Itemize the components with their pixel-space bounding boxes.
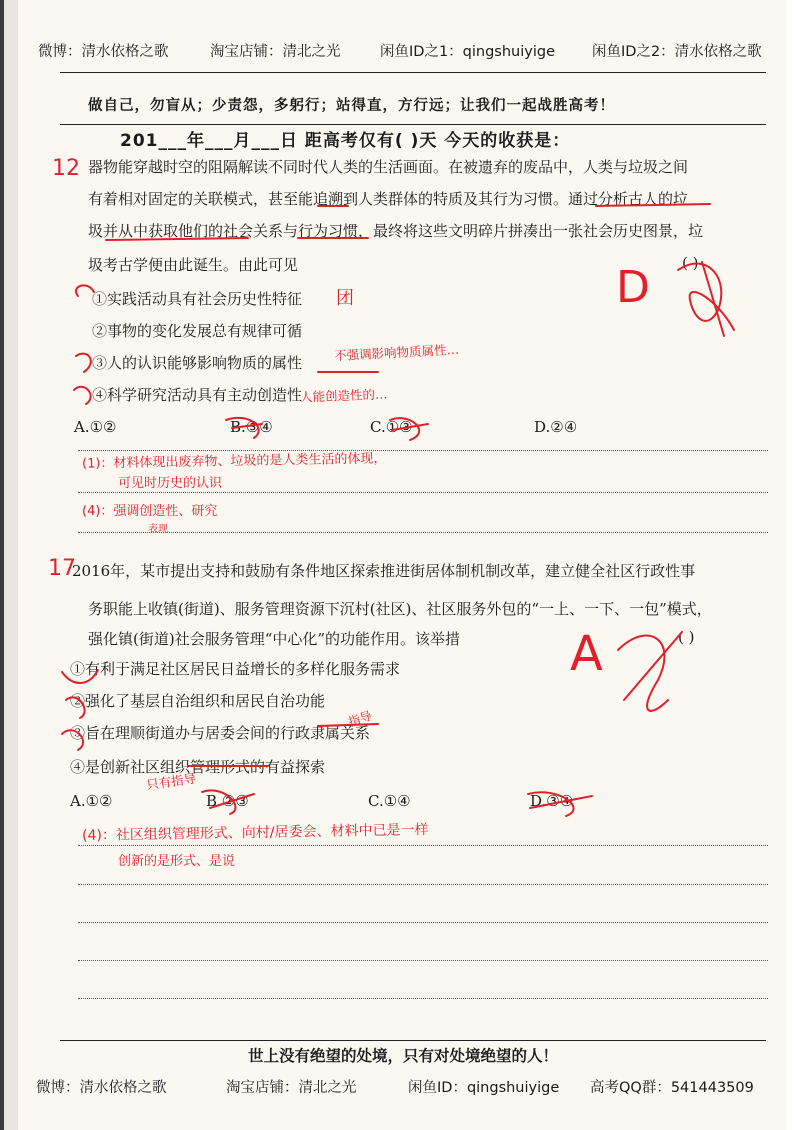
q12-option-1: ①实践活动具有社会历史性特征 [92, 290, 303, 308]
q12-choice-b: B.③④ [230, 418, 273, 436]
q17-option-2: ②强化了基层自治组织和居民自治功能 [70, 692, 326, 710]
q12-stem-line-2: 有着相对固定的关联模式，甚至能追溯到人类群体的特质及其行为习惯。通过分析古人的垃 [88, 190, 689, 208]
q12-note-line3: (4)：强调创造性、研究 [82, 504, 218, 519]
q17-handwritten-answer: A [570, 626, 603, 682]
q17-note-line1: (4)：社区组织管理形式、向村/居委会、材料中已是一样 [81, 821, 429, 845]
q17-option-4: ④是创新社区组织管理形式的有益探索 [70, 758, 326, 776]
q17-stem-line-3: 强化镇(街道)社会服务管理“中心化”的功能作用。该举措 [88, 630, 461, 648]
footer-rule [60, 1040, 766, 1041]
q12-choice-d: D.②④ [534, 418, 578, 436]
q12-option-2: ②事物的变化发展总有规律可循 [92, 322, 303, 340]
q17-answer-paren: ( ) [678, 628, 695, 646]
q17-option-3: ③旨在理顺街道办与居委会间的行政隶属关系 [70, 724, 371, 742]
motto: 做自己，勿盲从；少责怨，多躬行；站得直，方行远；让我们一起战胜高考！ [88, 98, 615, 114]
q12-stem-line-1: 器物能穿越时空的阻隔解读不同时代人类的生活画面。在被遗弃的废品中，人类与垃圾之间 [88, 158, 689, 176]
q12-note-beside-3: 不强调影响物质属性… [333, 341, 460, 364]
q17-choice-d: D.③④ [530, 792, 574, 810]
q17-note-line2: 创新的是形式、是说 [118, 854, 236, 869]
q12-handwritten-answer: D [616, 262, 650, 313]
footer-weibo: 微博：清水依格之歌 [36, 1080, 167, 1096]
q12-option-4: ④科学研究活动具有主动创造性 [92, 386, 303, 404]
q17-option-1: ①有利于满足社区居民日益增长的多样化服务需求 [70, 660, 401, 678]
q12-note-line3-sub: 表现 [148, 524, 168, 535]
book-binding [0, 0, 18, 1130]
q17-stem-line-1: 2016年，某市提出支持和鼓励有条件地区探索推进街居体制机制改革，建立健全社区行政性事 [72, 562, 696, 580]
q12-note-line1: (1)：材料体现出废弃物、垃圾的是人类生活的体现， [81, 451, 387, 472]
q12-note-line2: 可见时历史的认识 [118, 476, 223, 491]
q12-choice-c: C.①③ [370, 418, 413, 436]
header-xianyu-2: 闲鱼ID之2：清水依格之歌 [592, 44, 762, 60]
footer-slogan: 世上没有绝望的处境，只有对处境绝望的人！ [248, 1047, 559, 1065]
q12-note-beside-1: 团 [336, 288, 354, 309]
worksheet-page [18, 0, 786, 1130]
header-xianyu-1: 闲鱼ID之1：qingshuiyige [380, 44, 555, 60]
q17-choice-a: A.①② [70, 792, 113, 810]
q12-number: 12 [52, 156, 80, 181]
q17-stem-line-2: 务职能上收镇(街道)、服务管理资源下沉村(社区)、社区服务外包的“一上、一下、一包”模式， [88, 600, 712, 618]
header-taobao: 淘宝店铺：清北之光 [210, 44, 341, 60]
q12-answer-paren: ( ) [682, 254, 699, 272]
q12-option-3: ③人的认识能够影响物质的属性 [92, 354, 303, 372]
q12-stem-line-4: 圾考古学便由此诞生。由此可见 [88, 256, 299, 274]
q17-choice-b: B.②③ [206, 792, 249, 810]
red-pen-strokes [18, 0, 786, 1130]
header-weibo: 微博：清水依格之歌 [38, 44, 169, 60]
date-line: 201___年___月___日 距高考仅有( )天 今天的收获是： [120, 131, 571, 151]
footer-taobao: 淘宝店铺：清北之光 [226, 1080, 357, 1096]
q17-note-beside-b: 只有指导 [145, 770, 197, 793]
q12-stem-line-3: 圾并从中获取他们的社会关系与行为习惯，最终将这些文明碎片拼凑出一张社会历史图景，垃 [88, 222, 704, 240]
footer-xianyu: 闲鱼ID：qingshuiyige [408, 1080, 560, 1096]
q17-note-beside-3: 指导 [346, 708, 374, 730]
q12-choice-a: A.①② [74, 418, 117, 436]
q12-note-beside-4: 人能创造性的… [299, 386, 388, 405]
q17-number: 17 [48, 556, 76, 581]
q17-choice-c: C.①④ [368, 792, 411, 810]
footer-qq: 高考QQ群：541443509 [590, 1080, 754, 1096]
